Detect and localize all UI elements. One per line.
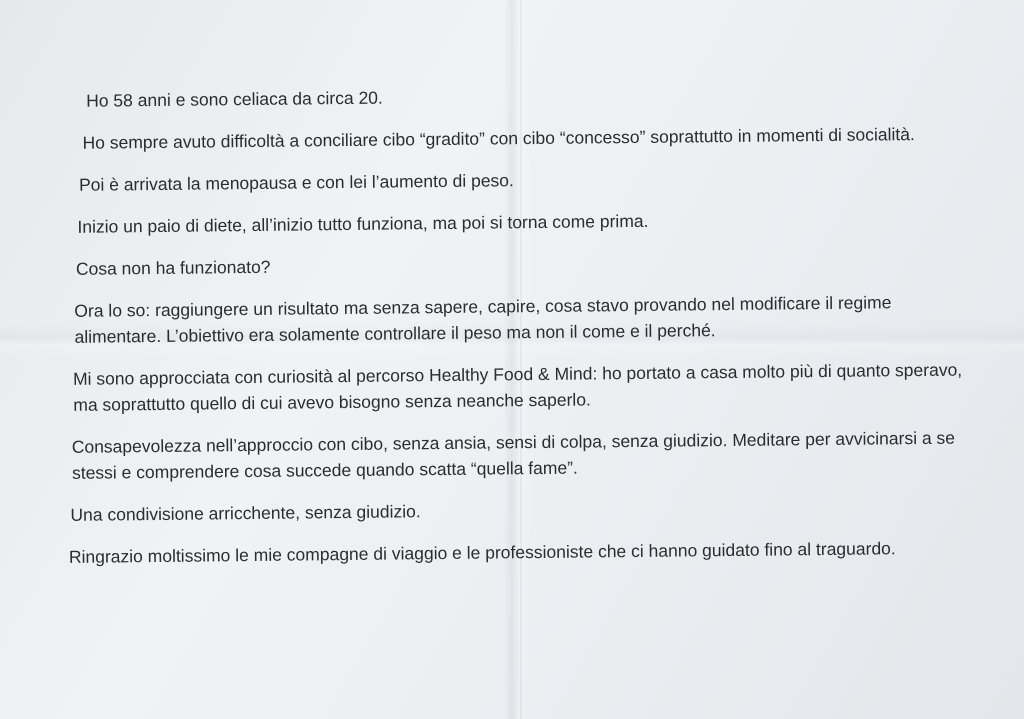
paragraph-age: Ho 58 anni e sono celiaca da circa 20. xyxy=(86,87,383,111)
paragraph-course: Mi sono approcciata con curiosità al percorso Healthy Food & Mind: ho portato a casa molto più di quanto speravo, ma soprattutto quello di cui avevo bisogno senza neanche saperlo. xyxy=(72,359,963,415)
paragraph-diets: Inizio un paio di diete, all’inizio tutto funziona, ma poi si torna come prima. xyxy=(77,210,649,237)
paragraph-thanks: Ringrazio moltissimo le mie compagne di viaggio e le professioniste che ci hanno guidato fino al traguardo. xyxy=(68,538,896,567)
paragraph-menopause: Poi è arrivata la menopausa e con lei l’aumento di peso. xyxy=(78,170,514,195)
paragraph-sharing: Una condivisione arricchente, senza giudizio. xyxy=(70,501,421,525)
paragraph-insight: Ora lo so: raggiungere un risultato ma senza sapere, capire, cosa stavo provando nel modificare il regime alimentare. L’obiettivo era solamente controllare il peso ma non il come e il perché. xyxy=(74,292,892,347)
paragraph-awareness: Consapevolezza nell’approccio con cibo, senza ansia, sensi di colpa, senza giudizio. Meditare per avvicinarsi a se stessi e comprendere cosa succede quando scatta “quella fame”. xyxy=(71,427,956,483)
letter-body xyxy=(60,79,965,586)
paragraph-question: Cosa non ha funzionato? xyxy=(75,256,271,279)
paragraph-difficulty: Ho sempre avuto difficoltà a conciliare cibo “gradito” con cibo “concesso” soprattutto in momenti di socialità. xyxy=(82,124,915,153)
